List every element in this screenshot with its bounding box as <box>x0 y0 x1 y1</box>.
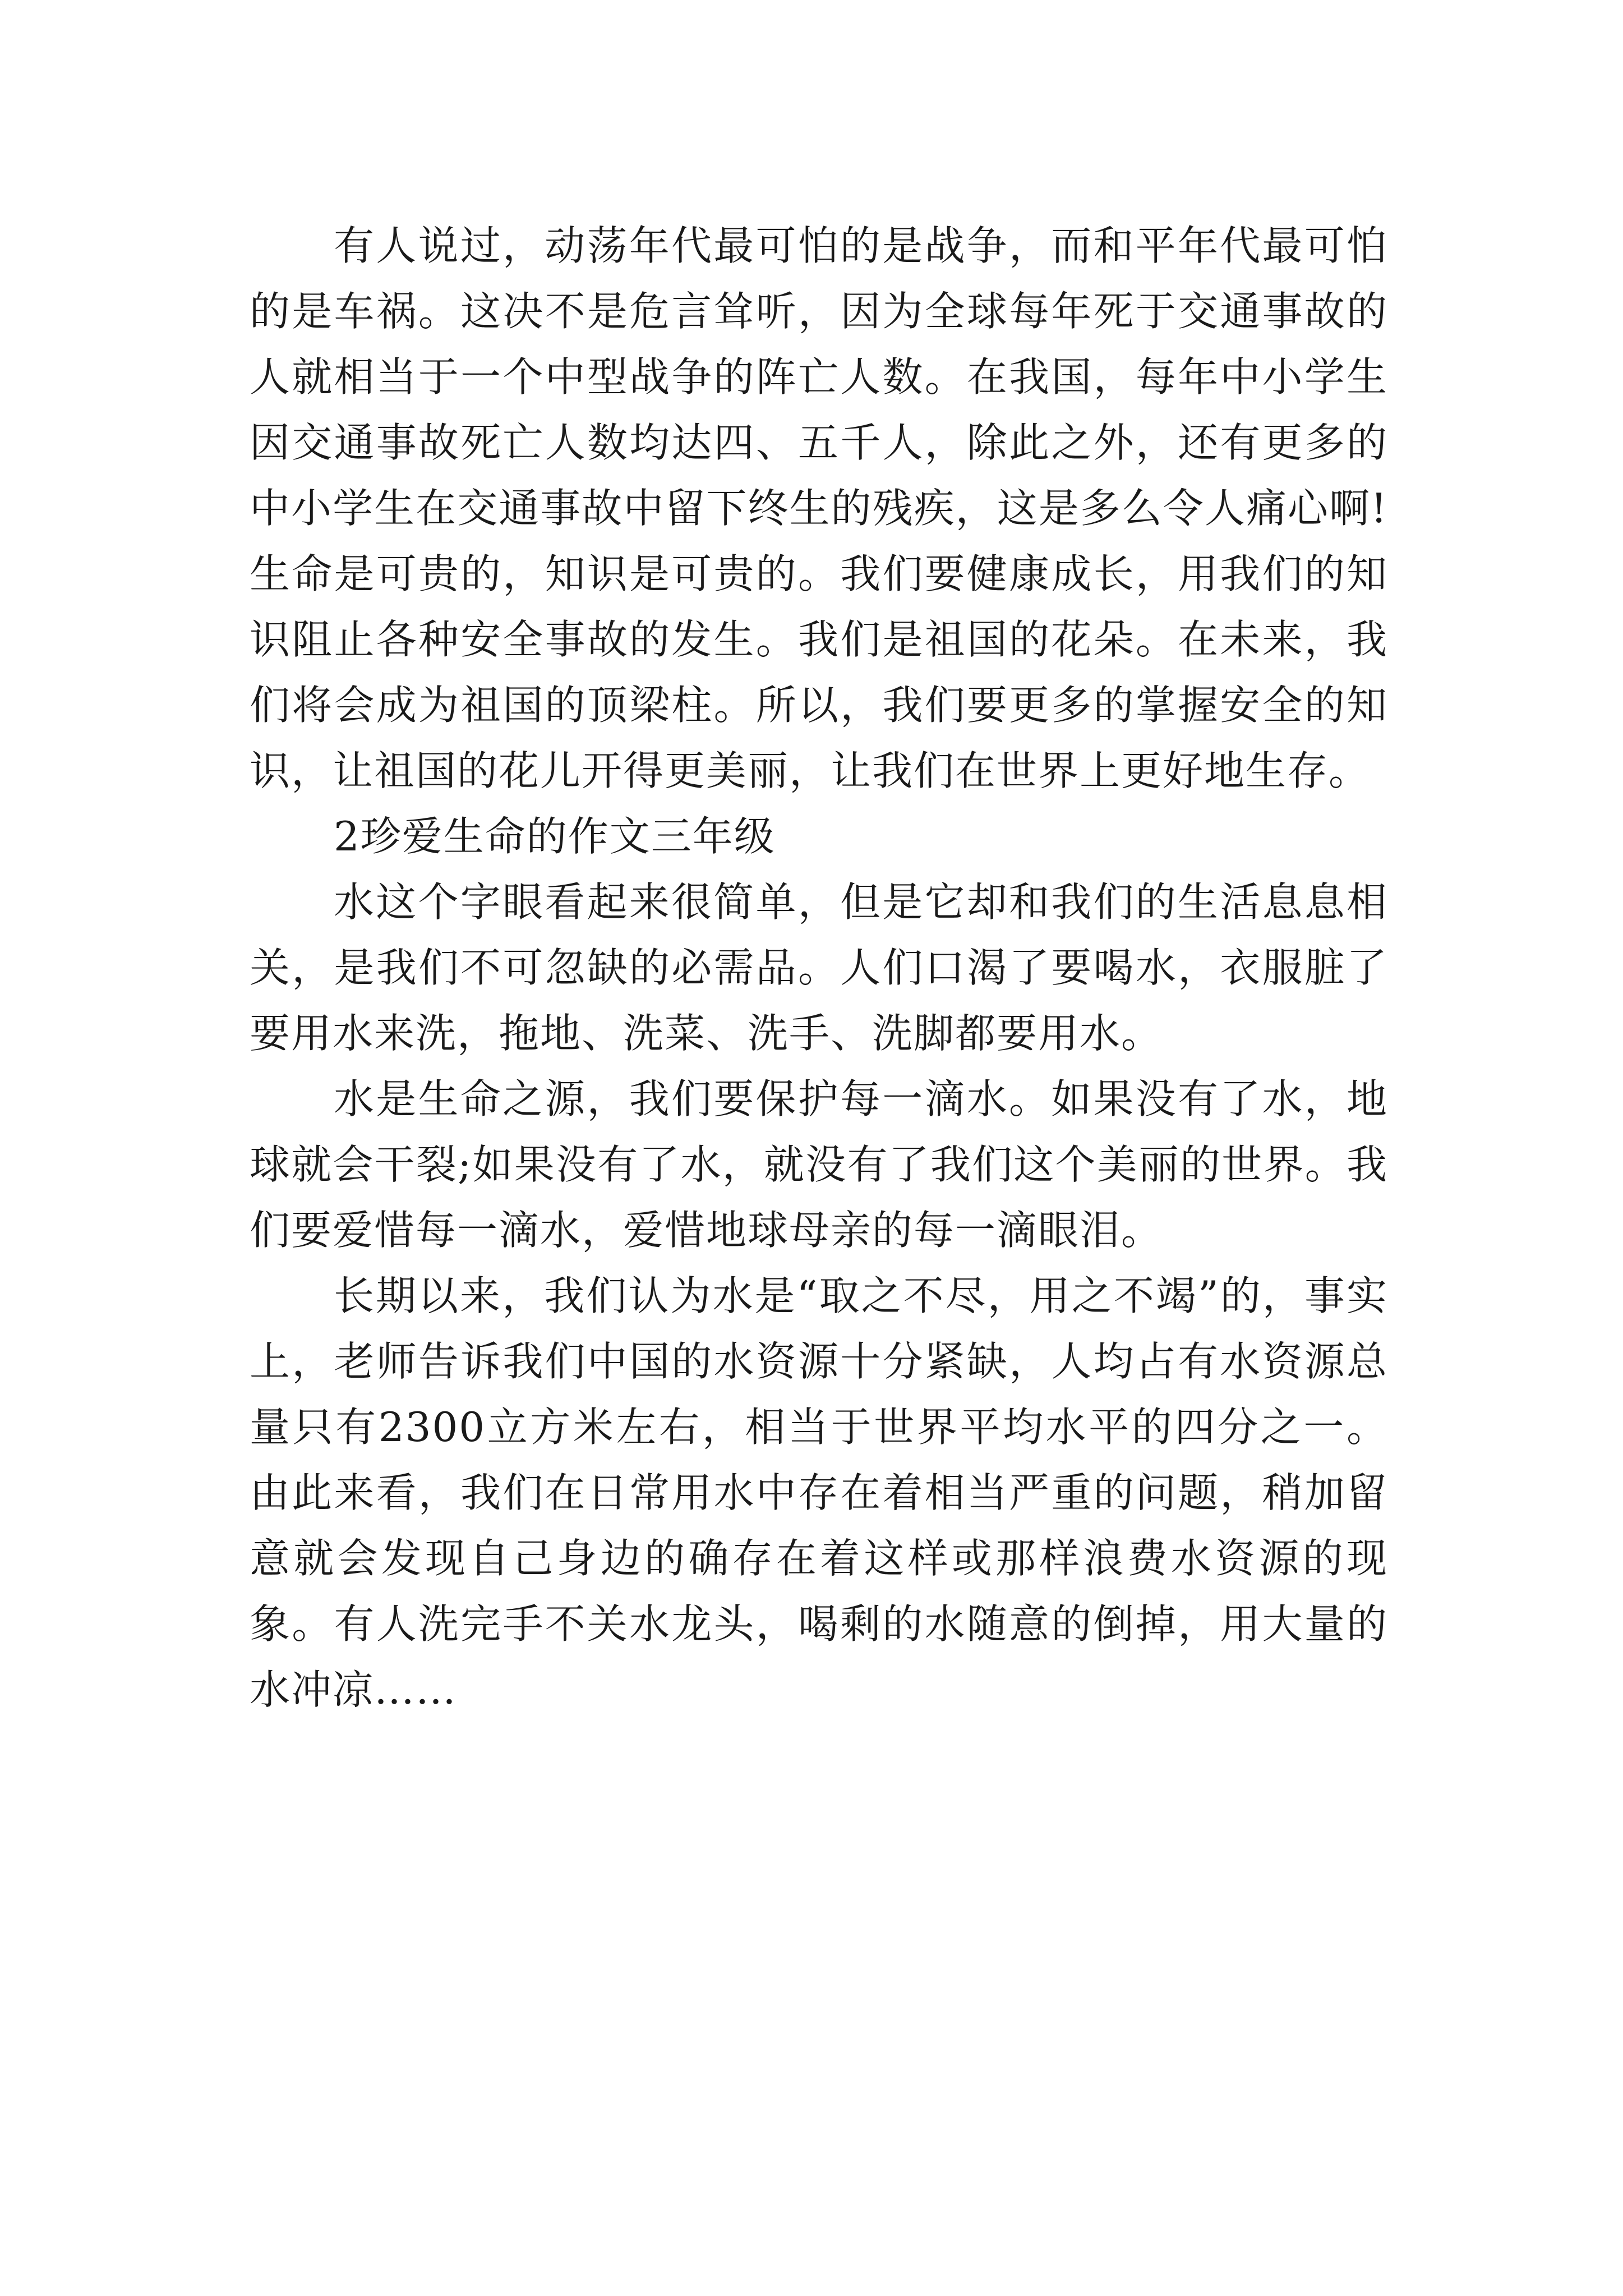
section-heading: 2珍爱生命的作文三年级 <box>334 813 776 860</box>
document-body <box>250 213 1388 1723</box>
paragraph-traffic-safety: 有人说过，动荡年代最可怕的是战争，而和平年代最可怕的是车祸。这决不是危言耸听，因为全球每年死于交通事故的人就相当于一个中型战争的阵亡人数。在我国，每年中小学生因交通事故死亡人数均达四、五千人，除此之外，还有更多的中小学生在交通事故中留下终生的残疾，这是多么令人痛心啊!生命是可贵的，知识是可贵的。我们要健康成长，用我们的知识阻止各种安全事故的发生。我们是祖国的花朵。在未来，我们将会成为祖国的顶梁柱。所以，我们要更多的掌握安全的知识，让祖国的花儿开得更美丽，让我们在世界上更好地生存。 <box>250 222 1388 794</box>
paragraph-water-source-of-life: 水是生命之源，我们要保护每一滴水。如果没有了水，地球就会干裂;如果没有了水，就没有了我们这个美丽的世界。我们要爱惜每一滴水，爱惜地球母亲的每一滴眼泪。 <box>250 1075 1388 1254</box>
paragraph-water-scarcity: 长期以来，我们认为水是“取之不尽，用之不竭”的，事实上，老师告诉我们中国的水资源十分紧缺，人均占有水资源总量只有2300立方米左右，相当于世界平均水平的四分之一。由此来看，我们在日常用水中存在着相当严重的问题，稍加留意就会发现自己身边的确存在着这样或那样浪费水资源的现象。有人洗完手不关水龙头，喝剩的水随意的倒掉，用大量的水冲凉…… <box>250 1272 1388 1713</box>
paragraph-water-necessity: 水这个字眼看起来很简单，但是它却和我们的生活息息相关，是我们不可忽缺的必需品。人们口渴了要喝水，衣服脏了要用水来洗，拖地、洗菜、洗手、洗脚都要用水。 <box>250 878 1388 1057</box>
